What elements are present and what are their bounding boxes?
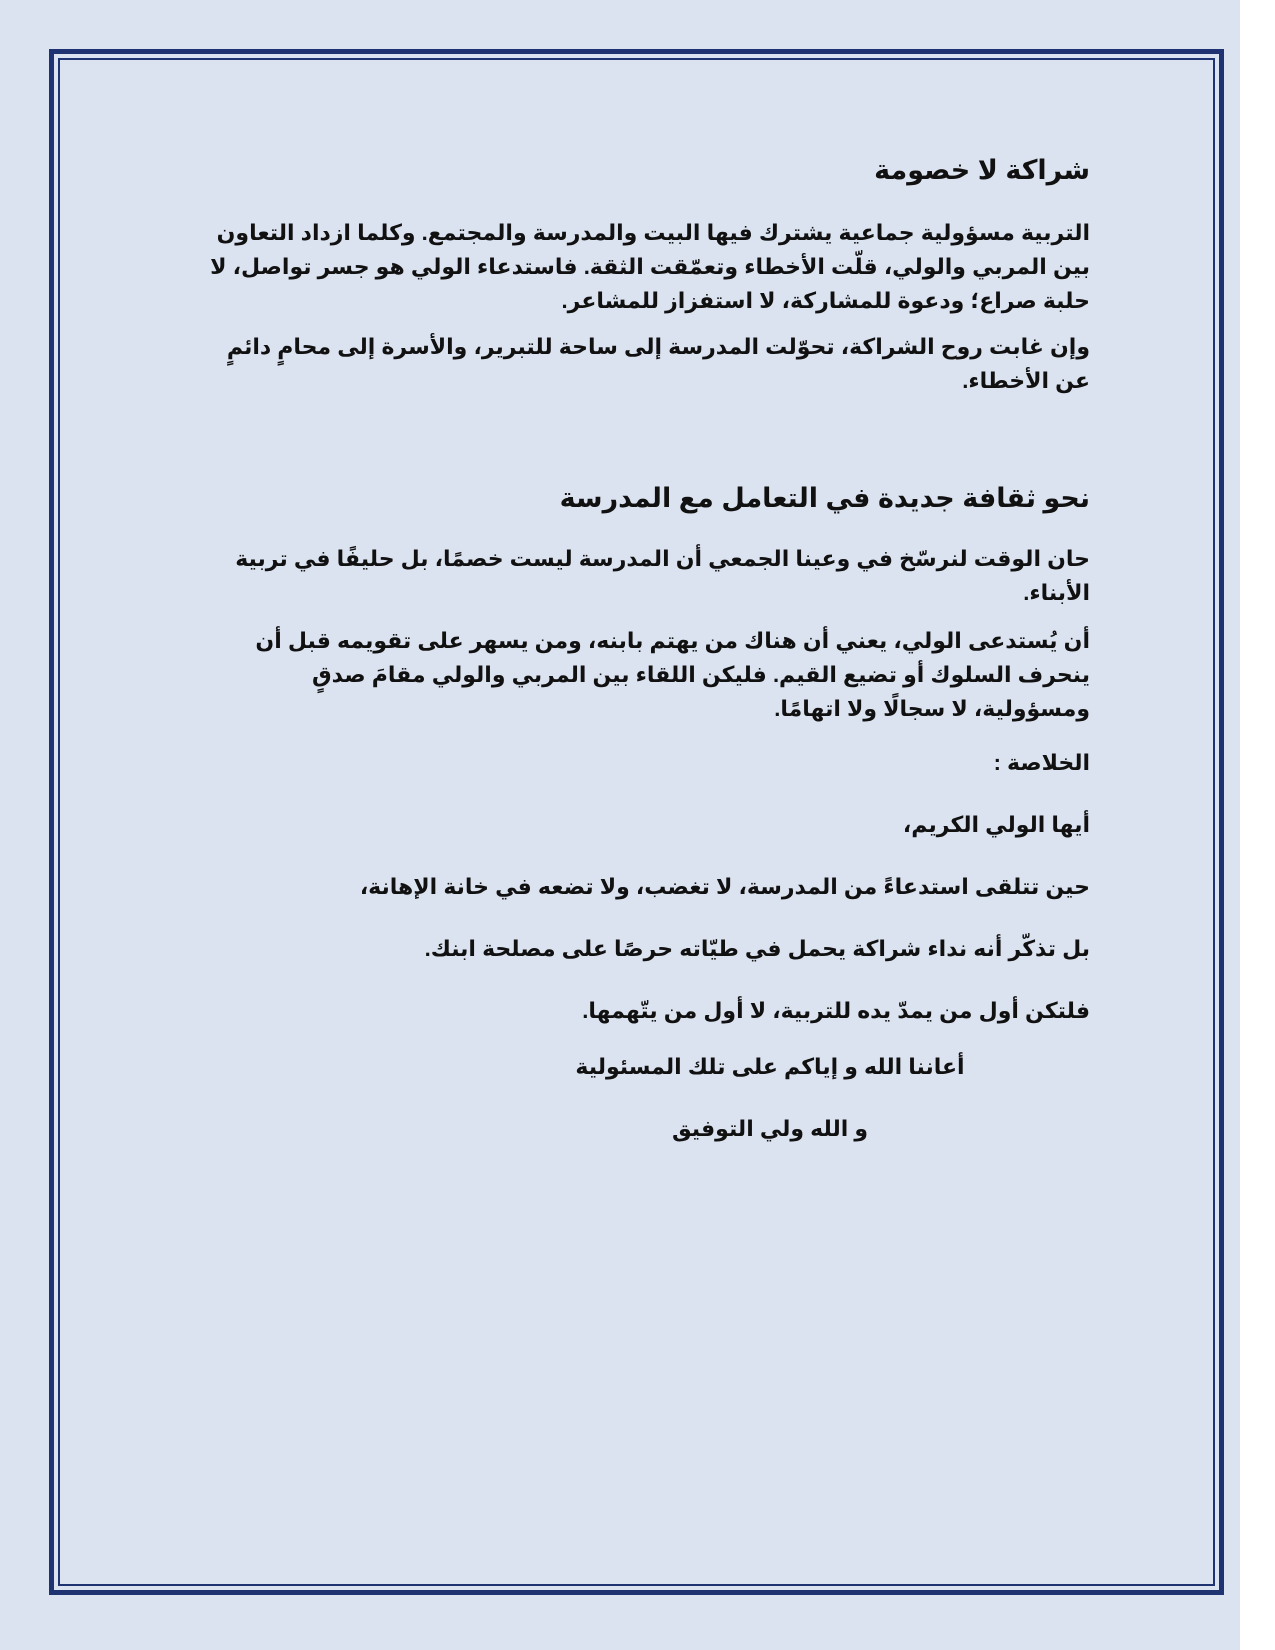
paragraph: أن يُستدعى الولي، يعني أن هناك من يهتم بابنه، ومن يسهر على تقويمه قبل أن ينحرف السلوك أو تضيع القيم. فليكن اللقاء بين المربي والولي مقامَ صدقٍ ومسؤولية، لا سجالًا ولا اتهامًا.: [255, 628, 1090, 721]
closing-line: أعاننا الله و إياكم على تلك المسئولية: [575, 1054, 965, 1079]
paragraph: وإن غابت روح الشراكة، تحوّلت المدرسة إلى ساحة للتبرير، والأسرة إلى محامٍ دائمٍ عن الأخطاء.: [226, 334, 1090, 393]
conclusion-line: فلتكن أول من يمدّ يده للتربية، لا أول من يتّهمها.: [582, 998, 1090, 1023]
section-title-partnership: شراكة لا خصومة: [874, 155, 1090, 185]
conclusion-line: بل تذكّر أنه نداء شراكة يحمل في طيّاته حرصًا على مصلحة ابنك.: [424, 936, 1090, 961]
closing-line: و الله ولي التوفيق: [671, 1116, 869, 1141]
paragraph: حان الوقت لنرسّخ في وعينا الجمعي أن المدرسة ليست خصمًا، بل حليفًا في تربية الأبناء.: [235, 546, 1090, 605]
section-title-new-culture: نحو ثقافة جديدة في التعامل مع المدرسة: [559, 483, 1090, 513]
document-body: [200, 140, 1090, 1146]
conclusion-label: الخلاصة :: [993, 750, 1090, 775]
paragraph: التربية مسؤولية جماعية يشترك فيها البيت والمدرسة والمجتمع. وكلما ازداد التعاون بين المربي والولي، قلّت الأخطاء وتعمّقت الثقة. فاستدعاء الولي هو جسر تواصل، لا حلبة صراع؛ ودعوة للمشاركة، لا استفزاز للمشاعر.: [210, 220, 1090, 313]
conclusion-line: حين تتلقى استدعاءً من المدرسة، لا تغضب، ولا تضعه في خانة الإهانة،: [359, 874, 1090, 899]
conclusion-line: أيها الولي الكريم،: [902, 812, 1090, 837]
